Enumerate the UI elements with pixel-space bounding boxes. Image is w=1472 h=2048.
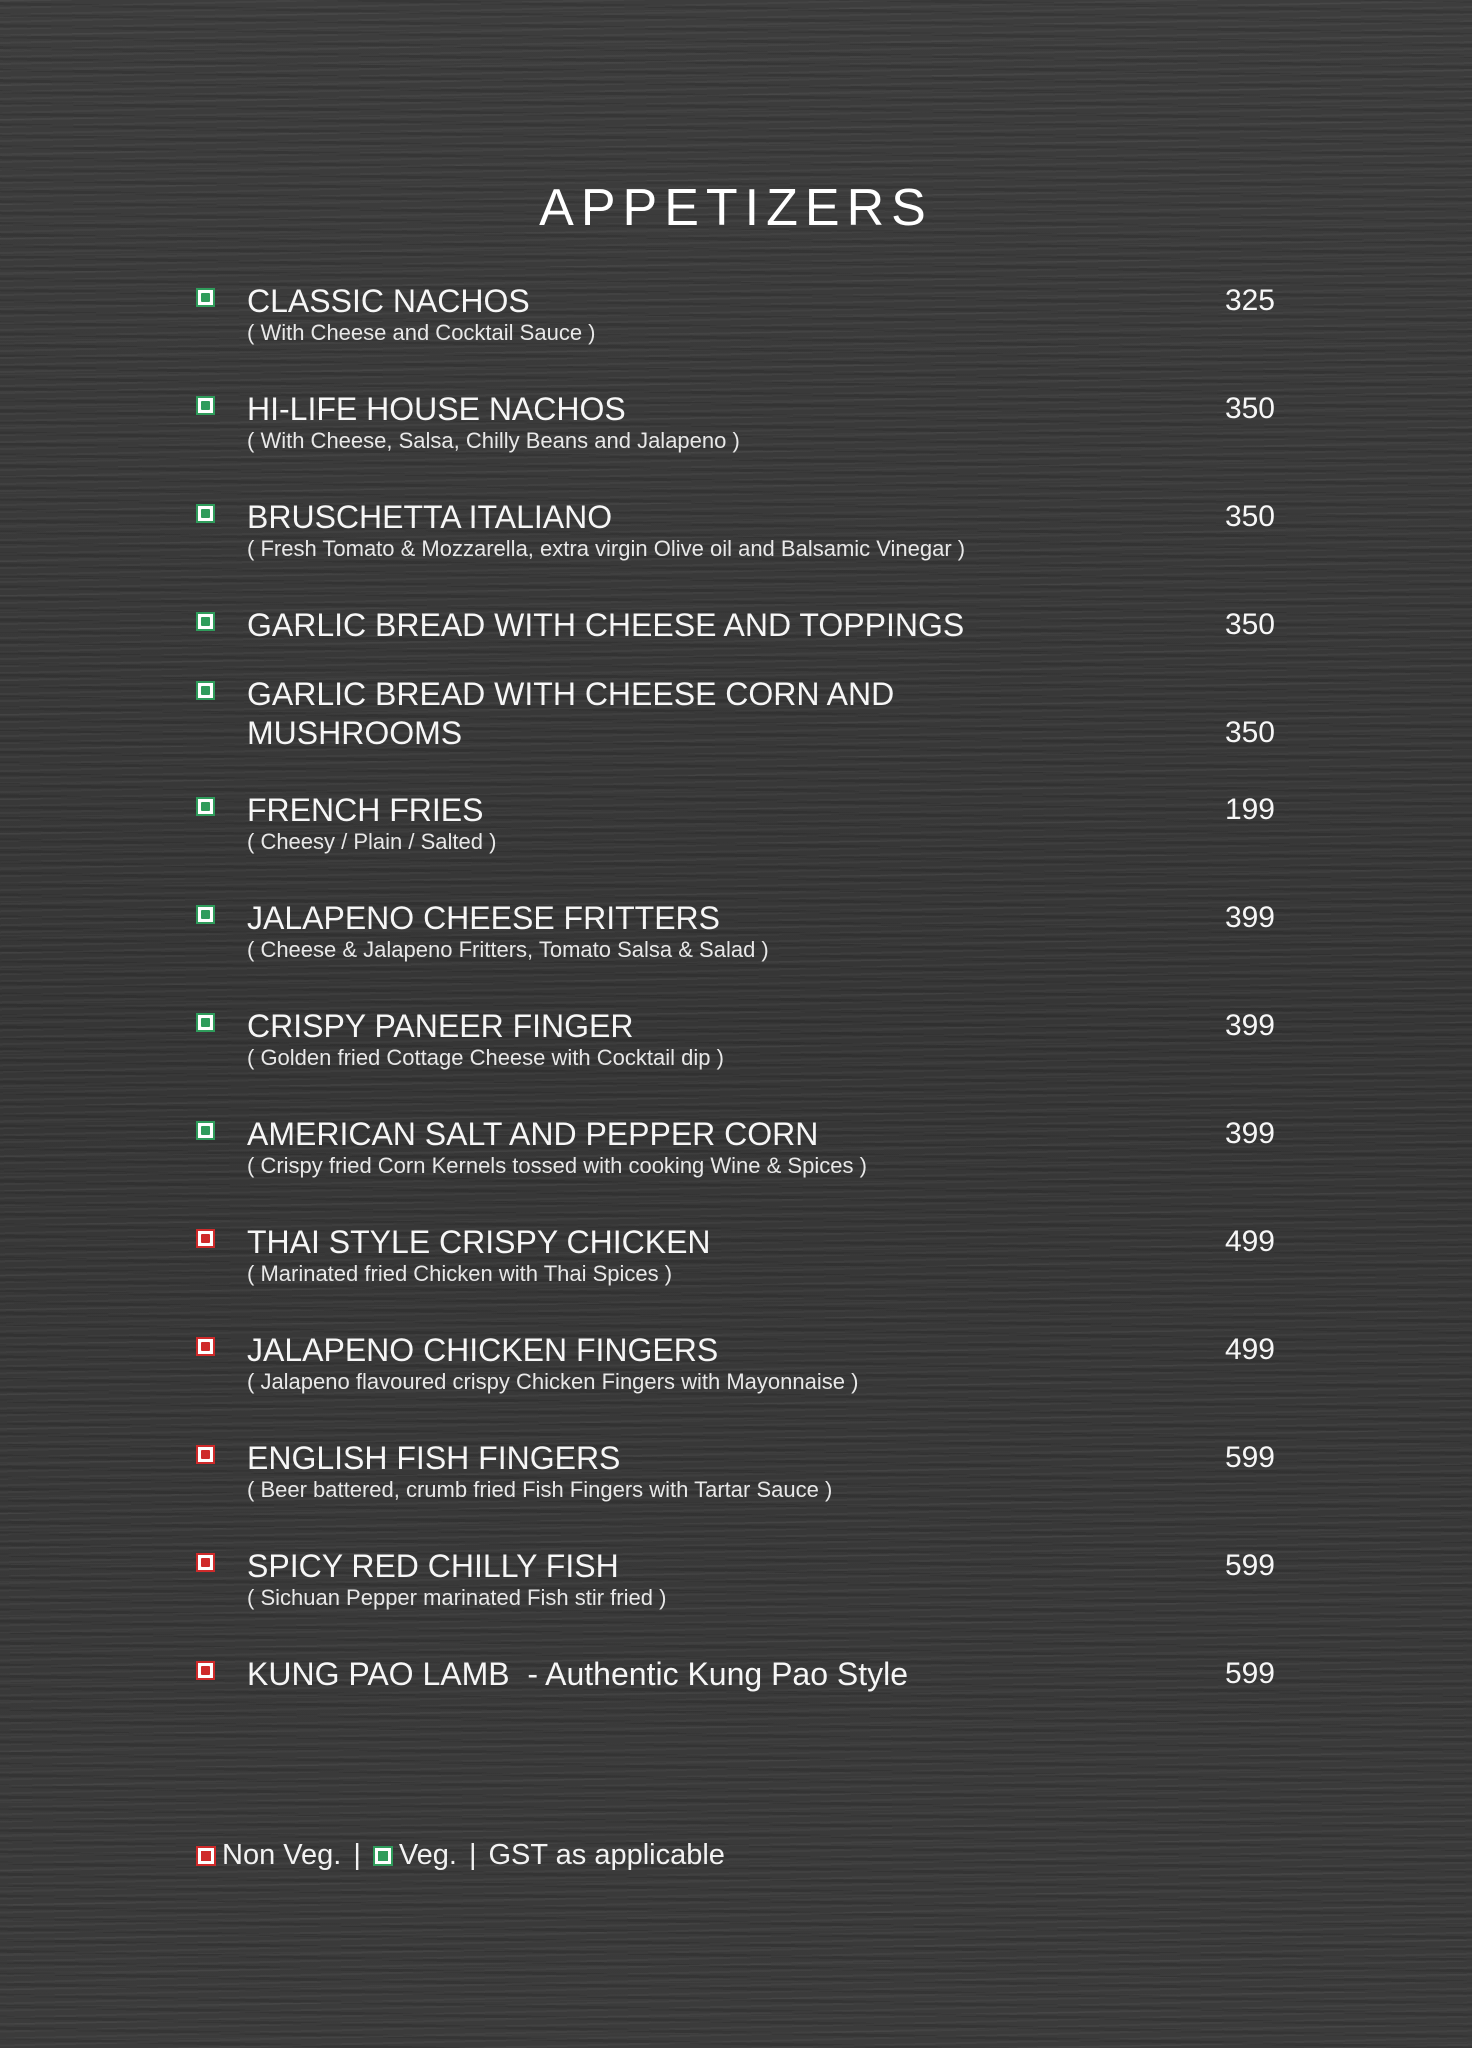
item-name: GARLIC BREAD WITH CHEESE CORN AND MUSHROOMS: [247, 676, 895, 751]
item-name: FRENCH FRIES: [247, 792, 484, 828]
legend-separator: |: [353, 1839, 361, 1871]
veg-icon: [196, 396, 215, 415]
item-description: ( Cheese & Jalapeno Fritters, Tomato Salsa & Salad ): [247, 937, 769, 962]
item-description: ( Marinated fried Chicken with Thai Spices ): [247, 1261, 673, 1286]
item-description: ( Fresh Tomato & Mozzarella, extra virgin Olive oil and Balsamic Vinegar ): [247, 536, 966, 561]
item-description: ( Sichuan Pepper marinated Fish stir fried ): [247, 1585, 667, 1610]
veg-icon: [196, 504, 215, 523]
item-price: 399: [1224, 901, 1275, 934]
non-veg-icon: [196, 1445, 215, 1464]
non-veg-icon: [196, 1229, 215, 1248]
item-price: 350: [1224, 608, 1275, 641]
page-title: APPETIZERS: [539, 179, 933, 237]
veg-icon: [196, 681, 215, 700]
veg-icon: [196, 288, 215, 307]
veg-icon: [196, 905, 215, 924]
veg-icon: [373, 1846, 393, 1866]
item-name: CLASSIC NACHOS: [247, 283, 530, 319]
item-description: ( Cheesy / Plain / Salted ): [247, 829, 497, 854]
item-description: ( Jalapeno flavoured crispy Chicken Fingers with Mayonnaise ): [247, 1369, 859, 1394]
item-price: 499: [1224, 1333, 1275, 1366]
item-description: ( With Cheese and Cocktail Sauce ): [247, 320, 596, 345]
veg-icon: [196, 1121, 215, 1140]
veg-icon: [196, 1013, 215, 1032]
item-price: 599: [1224, 1441, 1275, 1474]
item-name: BRUSCHETTA ITALIANO: [247, 499, 613, 535]
item-name: THAI STYLE CRISPY CHICKEN: [247, 1224, 711, 1260]
item-description: ( With Cheese, Salsa, Chilly Beans and Jalapeno ): [247, 428, 740, 453]
item-name: HI-LIFE HOUSE NACHOS: [247, 391, 626, 427]
item-name: SPICY RED CHILLY FISH: [247, 1548, 619, 1584]
item-name: JALAPENO CHEESE FRITTERS: [247, 900, 720, 936]
legend-non-veg: Non Veg.: [222, 1839, 342, 1871]
item-name: KUNG PAO LAMB - Authentic Kung Pao Style: [247, 1656, 909, 1692]
non-veg-icon: [196, 1337, 215, 1356]
item-price: 599: [1224, 1657, 1275, 1690]
item-name: ENGLISH FISH FINGERS: [247, 1440, 621, 1476]
item-price: 325: [1224, 284, 1275, 317]
item-name: AMERICAN SALT AND PEPPER CORN: [247, 1116, 819, 1152]
legend: [196, 1836, 725, 1874]
non-veg-icon: [196, 1553, 215, 1572]
veg-icon: [196, 797, 215, 816]
item-price: 399: [1224, 1117, 1275, 1150]
item-name: GARLIC BREAD WITH CHEESE AND TOPPINGS: [247, 607, 965, 643]
item-name: JALAPENO CHICKEN FINGERS: [247, 1332, 719, 1368]
non-veg-icon: [196, 1661, 215, 1680]
item-price: 599: [1224, 1549, 1275, 1582]
item-price: 350: [1224, 392, 1275, 425]
item-price: 499: [1224, 1225, 1275, 1258]
item-price: 199: [1224, 793, 1275, 826]
non-veg-icon: [196, 1846, 216, 1866]
legend-separator: |: [468, 1839, 477, 1871]
item-description: ( Beer battered, crumb fried Fish Fingers with Tartar Sauce ): [247, 1477, 833, 1502]
item-price: 350: [1224, 500, 1275, 533]
legend-gst: GST as applicable: [488, 1839, 725, 1871]
item-name: CRISPY PANEER FINGER: [247, 1008, 634, 1044]
item-price: 399: [1224, 1009, 1275, 1042]
item-price: 350: [1224, 716, 1275, 749]
legend-veg: Veg.: [398, 1839, 457, 1871]
item-description: ( Golden fried Cottage Cheese with Cocktail dip ): [247, 1045, 724, 1070]
item-description: ( Crispy fried Corn Kernels tossed with cooking Wine & Spices ): [247, 1153, 867, 1178]
veg-icon: [196, 612, 215, 631]
